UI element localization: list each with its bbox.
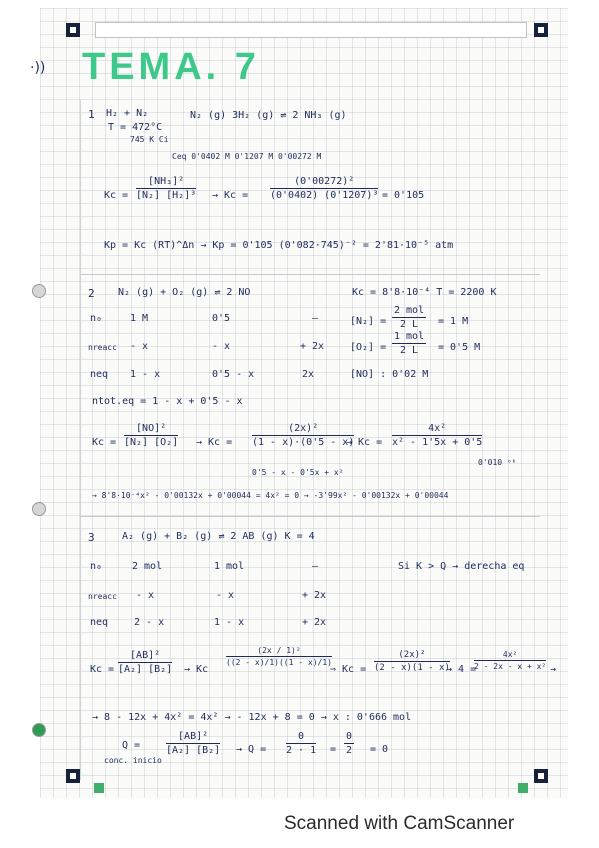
p3-kc-label: Kc = [90, 664, 115, 675]
p2-final-equation: → 8'8·10⁻⁴x² - 0'00132x + 0'00044 = 4x² = 0 → -3'99x² - 0'00132x + 0'00044 [92, 491, 449, 500]
p2-kc-den3: x² - 1'5x + 0'5 [392, 437, 483, 448]
p2-n0-o2: 0'5 [212, 313, 231, 324]
corner-marker-bottom-left [66, 769, 80, 783]
p1-kc-result: = 0'105 [382, 190, 425, 201]
p3-nreac-ab: + 2x [302, 590, 327, 601]
p1-kc-label: Kc = [104, 190, 129, 201]
p3-arrow-d: → [550, 664, 557, 675]
p2-neq-o2: 0'5 - x [212, 369, 255, 380]
p2-o2-conc-label: [O₂] = [350, 342, 387, 353]
page-title: TEMA. 7 [82, 46, 260, 88]
p3-note: Si K > Q → derecha eq [398, 561, 525, 572]
binder-hole-3 [32, 723, 46, 737]
p3-q-fraction [166, 731, 220, 756]
p3-neq-ab: + 2x [302, 617, 327, 628]
p1-kc-den2: (0'0402) (0'1207)³ [270, 190, 379, 201]
p3-kc-num2: (2x / 1)² [226, 646, 332, 657]
p3-q-values-fraction [286, 731, 316, 756]
green-tab-right [518, 783, 528, 793]
p2-side-note: 0'010 ᵒᵏ [478, 458, 517, 467]
p1-reaction: N₂ (g) 3H₂ (g) ⇌ 2 NH₃ (g) [190, 110, 347, 121]
p3-kc-num4: 4x² [474, 650, 546, 661]
p2-arrow-a: → Kc = [196, 437, 233, 448]
problem-3-number: 3 [88, 531, 95, 544]
p3-kc-poly-fraction [474, 650, 546, 671]
divider-2 [80, 516, 540, 517]
p2-n0-label: n₀ [90, 313, 103, 324]
p2-neq-label: neq [90, 369, 109, 380]
p3-neq-a2: 2 - x [134, 617, 165, 628]
p3-arrow-a: → Kc [184, 664, 209, 675]
p2-kc-num: [NO]² [124, 423, 178, 436]
p1-kc-fraction [136, 176, 196, 201]
p2-n2-num: 2 mol [394, 305, 425, 316]
p2-neq-no: 2x [302, 369, 315, 380]
p2-nreac-o2: - x [212, 341, 231, 352]
p3-q-label: Q = [122, 740, 141, 751]
p3-neq-b2: 1 - x [214, 617, 245, 628]
p2-o2-conc-fraction [392, 331, 426, 356]
p1-kc-values-fraction [270, 176, 378, 201]
p3-kc-x-fraction [226, 646, 332, 667]
p3-q-den2: 2 · 1 [286, 745, 317, 756]
p3-kc-den3: (2 - x)(1 - x) [374, 663, 450, 673]
p3-nreac-label: nreacc [88, 592, 117, 601]
p3-kc-num: [AB]² [118, 650, 172, 663]
p2-kc-num3: 4x² [392, 423, 482, 436]
binder-hole-1 [32, 284, 46, 298]
corner-marker-bottom-right [534, 769, 548, 783]
p3-arrow-c: → 4 = [446, 664, 477, 675]
p3-q-arrow: → Q = [236, 744, 267, 755]
p3-q-result: = 0 [370, 744, 389, 755]
p2-expansion: 0'5 - x - 0'5x + x² [252, 468, 344, 477]
p3-kc-den4: 2 - 2x - x + x² [474, 662, 547, 671]
p2-nreac-label: nreacc [88, 343, 117, 352]
p2-kc-label: Kc = [92, 437, 117, 448]
p1-kp-line: Kp = Kc (RT)^Δn → Kp = 0'105 (0'082·745)⁻² = 2'81·10⁻⁵ atm [104, 240, 454, 251]
p3-n0-label: n₀ [90, 561, 103, 572]
p2-kc-temp: Kc = 8'8·10⁻⁴ T = 2200 K [352, 287, 497, 298]
p3-reaction: A₂ (g) + B₂ (g) ⇌ 2 AB (g) K = 4 [122, 531, 315, 542]
corner-marker-top-left [66, 23, 80, 37]
p2-kc-poly-fraction [392, 423, 482, 448]
p2-nreac-n2: - x [130, 341, 149, 352]
p3-q-den3: 2 [346, 745, 353, 756]
p1-kc-den: [N₂] [H₂]³ [136, 190, 197, 201]
p3-n0-ab: — [312, 561, 319, 572]
p3-q-den: [A₂] [B₂] [166, 745, 221, 756]
p3-q-num2: 0 [286, 731, 316, 744]
p3-kc-num3: (2x)² [374, 650, 450, 662]
p3-kc-den2: ((2 - x)/1)((1 - x)/1) [226, 658, 332, 667]
p3-neq-label: neq [90, 617, 109, 628]
p3-kc-simplified-fraction [374, 650, 450, 673]
p3-q-num3: 0 [346, 731, 353, 742]
p2-ntot: ntot.eq = 1 - x + 0'5 - x [92, 396, 243, 407]
p3-nreac-b2: - x [216, 590, 235, 601]
audio-icon: ·)) [30, 60, 46, 76]
p3-nreac-a2: - x [136, 590, 155, 601]
p2-o2-conc-result: = 0'5 M [438, 342, 481, 353]
p3-arrow-b: ⇒ Kc = [330, 664, 367, 675]
p1-concentrations: Ceq 0'0402 M 0'1207 M 0'00272 M [172, 152, 322, 161]
problem-1-number: 1 [88, 108, 95, 121]
p1-arrow: → Kc = [212, 190, 249, 201]
p2-n2-conc-label: [N₂] = [350, 316, 387, 327]
p1-temp-kelvin: 745 K Ci [130, 135, 169, 144]
problem-2-number: 2 [88, 287, 95, 300]
header-box [95, 22, 527, 38]
p1-temp: T = 472°C [108, 122, 163, 133]
corner-marker-top-right [534, 23, 548, 37]
camscanner-watermark: Scanned with CamScanner [284, 813, 515, 834]
p2-arrow-b: → Kc = [346, 437, 383, 448]
p2-kc-x-fraction [252, 423, 354, 448]
p2-o2-den: 2 L [400, 345, 419, 356]
p2-neq-n2: 1 - x [130, 369, 161, 380]
p2-n0-n2: 1 M [130, 313, 149, 324]
p2-kc-fraction [124, 423, 178, 448]
p3-n0-b2: 1 mol [214, 561, 245, 572]
p1-kc-num: [NH₃]² [136, 176, 196, 189]
p3-kc-fraction [118, 650, 172, 675]
binder-hole-2 [32, 502, 46, 516]
p2-kc-num2: (2x)² [252, 423, 354, 436]
p2-n2-den: 2 L [400, 319, 419, 330]
divider-1 [80, 274, 540, 275]
margin-line [80, 100, 81, 780]
green-tab-left [94, 783, 104, 793]
p3-q-simplified-fraction [344, 731, 354, 756]
p3-n0-a2: 2 mol [132, 561, 163, 572]
p1-given: H₂ + N₂ [106, 108, 149, 119]
p2-nreac-no: + 2x [300, 341, 325, 352]
p2-reaction: N₂ (g) + O₂ (g) ⇌ 2 NO [118, 287, 251, 298]
p2-o2-num: 1 mol [394, 331, 425, 342]
p2-no-conc: [NO] : 0'02 M [350, 369, 429, 380]
p3-kc-den: [A₂] [B₂] [118, 664, 173, 675]
p3-q-num: [AB]² [166, 731, 220, 744]
p2-n2-conc-fraction [392, 305, 426, 330]
p2-n2-conc-result: = 1 M [438, 316, 469, 327]
p3-q-subtitle: conc. inicio [104, 756, 162, 765]
p2-kc-den2: (1 - x)·(0'5 - x) [252, 437, 355, 448]
p2-kc-den: [N₂] [O₂] [124, 437, 179, 448]
p3-solve: → 8 - 12x + 4x² = 4x² → - 12x + 8 = 0 → x : 0'666 mol [92, 712, 412, 723]
p1-kc-num2: (0'00272)² [270, 176, 378, 189]
p2-n0-no: — [312, 313, 319, 324]
p3-q-equals: = [330, 744, 337, 755]
